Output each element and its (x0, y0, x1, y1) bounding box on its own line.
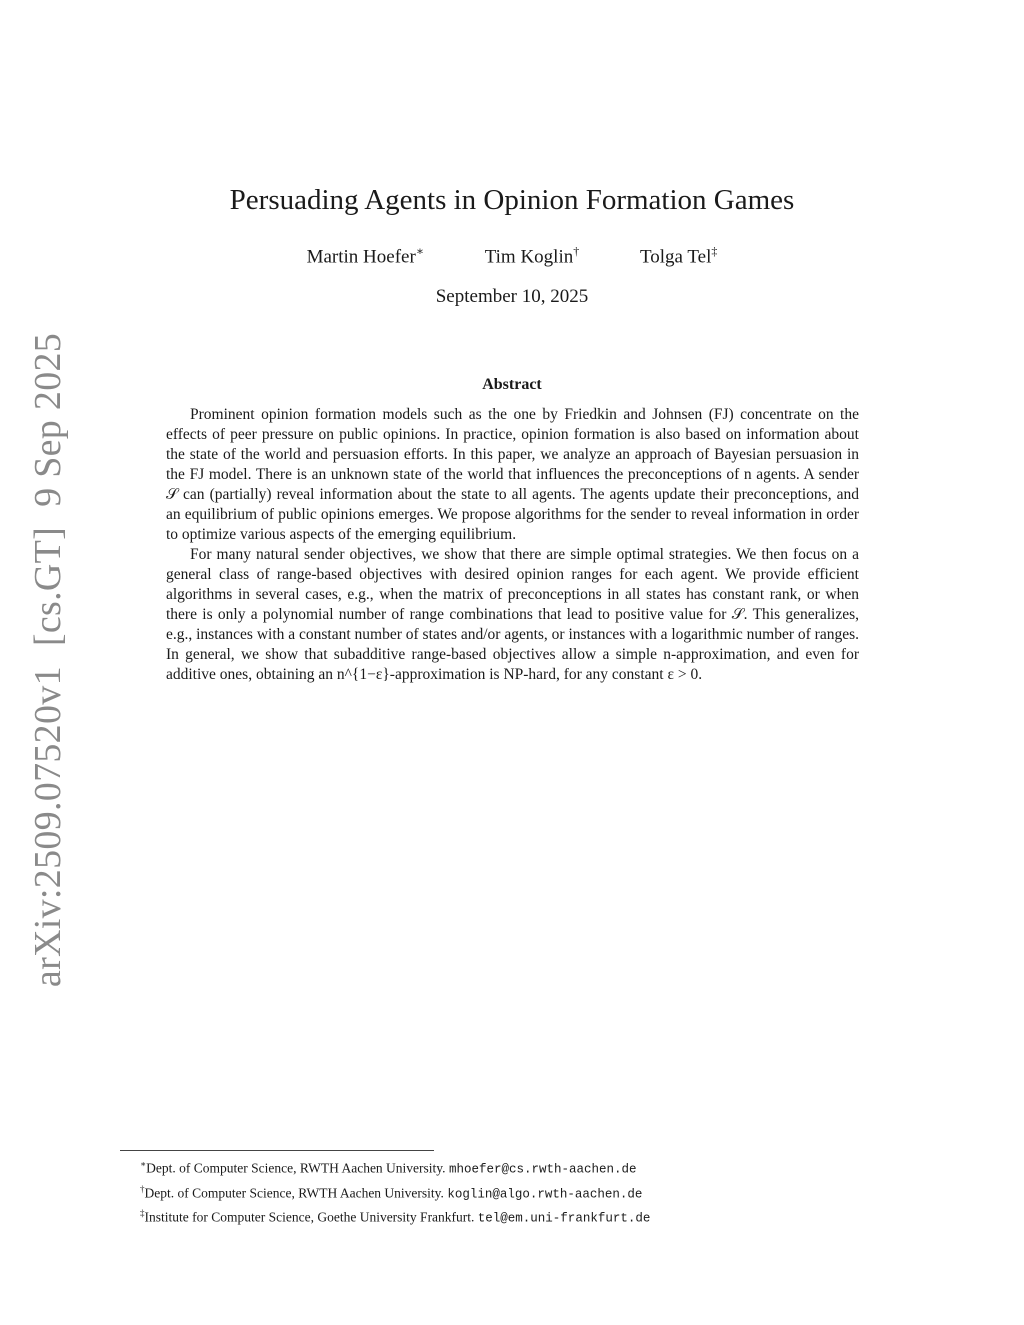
footnote-email: koglin@algo.rwth-aachen.de (447, 1187, 643, 1201)
footnote-text: Institute for Computer Science, Goethe University Frankfurt. (144, 1209, 475, 1225)
footnote-divider (120, 1150, 434, 1151)
author-name: Tolga Tel (640, 246, 712, 268)
footnote-text: Dept. of Computer Science, RWTH Aachen University. (146, 1160, 446, 1176)
footnote-mark: ‡ (140, 1208, 145, 1218)
footnote (120, 1180, 880, 1205)
footnotes (120, 1155, 880, 1229)
abstract-heading: Abstract (482, 376, 542, 393)
author-name: Tim Koglin (484, 246, 574, 268)
abstract-body (166, 405, 859, 685)
abstract-paragraph: For many natural sender objectives, we show that there are simple optimal strategies. We then focus on a general class of range-based objectives with desired opinion ranges for each agent. We provide efficient algorithms in several cases, e.g., when the matrix of preconceptions in all states has constant rank, or when there is only a polynomial number of range combinations that lead to positive value for 𝒮. This generalizes, e.g., instances with a constant number of states and/or agents, or instances with a logarithmic number of ranges. In general, we show that subadditive range-based objectives allow a simple n-approximation, and even for additive ones, obtaining an n^{1−ε}-approximation is NP-hard, for any constant ε > 0. (166, 546, 860, 683)
author (640, 244, 717, 268)
author-footnote-mark: ∗ (415, 244, 424, 258)
arxiv-identifier-stamp (26, 333, 70, 987)
author-footnote-mark: † (573, 244, 580, 258)
author-name: Martin Hoefer (306, 246, 416, 268)
footnote-text: Dept. of Computer Science, RWTH Aachen University. (144, 1185, 444, 1200)
author-list (0, 244, 1024, 268)
footnote-mark: ∗ (140, 1159, 147, 1169)
paper-date: September 10, 2025 (435, 286, 589, 307)
footnote-mark: † (140, 1183, 145, 1194)
footnote (120, 1155, 880, 1180)
author (307, 244, 424, 268)
footnote-email: mhoefer@cs.rwth-aachen.de (448, 1162, 637, 1177)
footnote (120, 1204, 880, 1229)
arxiv-category: [cs.GT] (27, 526, 69, 647)
author (485, 244, 580, 268)
paper-title: Persuading Agents in Opinion Formation Games (229, 184, 795, 216)
arxiv-date: 9 Sep 2025 (27, 332, 69, 507)
abstract-paragraph: Prominent opinion formation models such as the one by Friedkin and Johnsen (FJ) concentrate on the effects of peer pressure on public opinions. In practice, opinion formation is also based on information about the state of the world and persuasion efforts. In this paper, we analyze an approach of Bayesian persuasion in the FJ model. There is an unknown state of the world that influences the preconceptions of n agents. A sender 𝒮 can (partially) reveal information about the state to all agents. The agents update their preconceptions, and an equilibrium of public opinions emerges. We propose algorithms for the sender to reveal information in order to optimize various aspects of the emerging equilibrium. (166, 406, 859, 543)
arxiv-id: arXiv:2509.07520v1 (27, 666, 69, 988)
footnote-email: tel@em.uni-frankfurt.de (477, 1211, 651, 1226)
author-footnote-mark: ‡ (711, 244, 718, 258)
